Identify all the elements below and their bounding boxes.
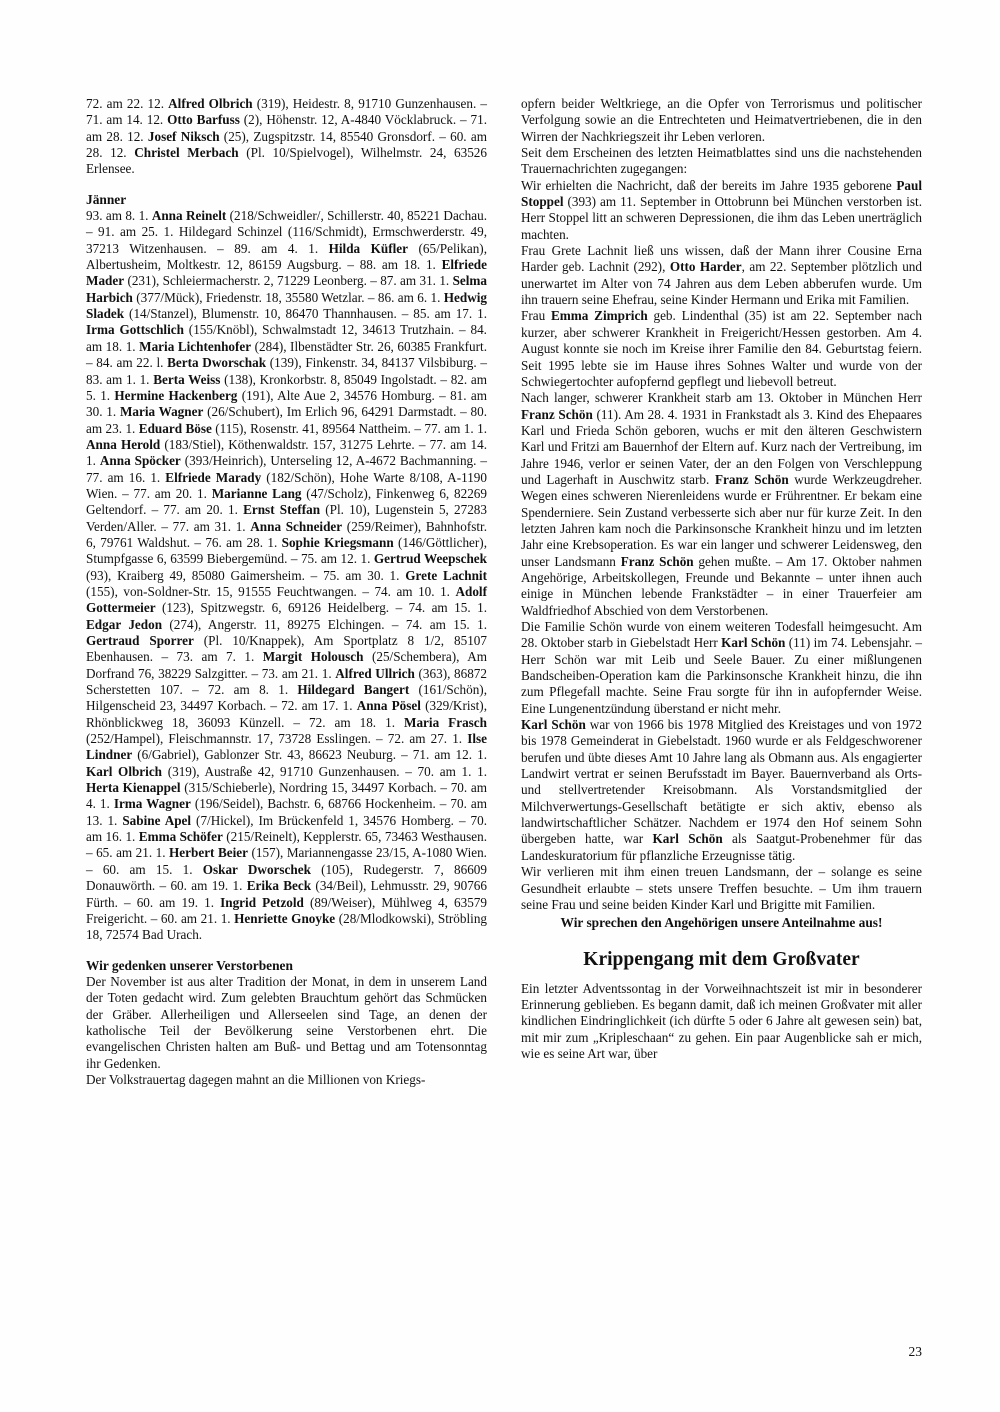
article-body: Ein letzter Adventssontag in der Vorweihnachtszeit ist mir in besonderer Erinnerung geblieben. Es begann damit, daß ich meinen Großvater mit aller kindlichen Eindringlichkeit (ich dürfte 5 oder 6 Jahre alt gewesen sein) bat, mit mir zum „Kripleschaan“ zu gehen. Ein paar Augenblicke sah er mich, wie es seine Art war, über [521, 980, 922, 1061]
obituary-harder: Frau Grete Lachnit ließ uns wissen, daß der Mann ihrer Cousine Erna Harder geb. Lachnit (292), Otto Harder, am 22. September plötzlich und unerwartet im Alter von 74 Jahren aus dem Leben abberufen wurde. Um ihn trauern seine Ehefrau, seine Kinder Hermann und Erika mit Familien. [521, 243, 922, 308]
obituary-intro: Seit dem Erscheinen des letzten Heimatblattes sind uns die nachstehenden Trauernachrichten zugegangen: [521, 145, 922, 177]
memorial-paragraph-1: Der November ist aus alter Tradition der Monat, in dem in unserem Land der Toten gedacht wird. Zum gelebten Brauchtum gehört das Schmücken der Gräber. Allerheiligen und Allerseelen sind Tage, an denen der katholische Teil der Bevölkerung seine Verstorbenen ehrt. Die evangelischen Christen halten am Buß- und Bettag und am Totensonntag ihr Gedenken. [86, 973, 487, 1071]
obituary-karl-schoen: Die Familie Schön wurde von einem weiteren Todesfall heimgesucht. Am 28. Oktober starb in Giebelstadt Herr Karl Schön (11) im 74. Lebensjahr. – Herr Schön war mit Leib und Seele Bauer. Zu einer mißlungenen Bandscheiben-Operation kam die Parkinsonsche Krankheit hinzu, die ihn zum Pflegefall machte. Seine Frau sorgte für ihn in aufopfernder Weise. Eine Lungenentzündung überstand er nicht mehr. [521, 619, 922, 716]
obituary-stoppel: Wir erhielten die Nachricht, daß der bereits im Jahre 1935 geborene Paul Stoppel (393) am 11. September in Ottobrunn bei München verstorben ist. Herr Stoppel litt an schweren Depressionen, die ihm das Leben unerträglich machten. [521, 177, 922, 242]
left-column [86, 96, 487, 1088]
obituary-zimprich: Frau Emma Zimprich geb. Lindenthal (35) ist am 22. September nach kurzer, aber schwerer Krankheit in Freigericht/Hessen gestorben. Am 4. August konnte sie noch im Kreise ihrer Familie den 84. Geburtstag feiern. Seit 1995 lebte sie im Hause ihres Sohnes Walter und wurde von der Schwiegertochter aufopfernd gepflegt und liebevoll betreut. [521, 308, 922, 389]
article-title: Krippengang mit dem Großvater [583, 948, 860, 970]
month-heading-jaenner: Jänner [86, 191, 127, 207]
memorial-heading: Wir gedenken unserer Verstorbenen [86, 957, 293, 973]
right-continuation-paragraph: opfern beider Weltkriege, an die Opfer von Terrorismus und politischer Verfolgung sowie an die Entrechteten und Heimatvertriebenen, die in den Wirren der Nachkriegszeit ihr Leben verloren. [521, 96, 922, 144]
memorial-paragraph-2: Der Volkstrauertag dagegen mahnt an die Millionen von Kriegs- [86, 1071, 426, 1087]
obituary-karl-schoen-career: Karl Schön war von 1966 bis 1978 Mitglied des Kreistages und von 1972 bis 1978 Gemeinderat in Giebelstadt. 1960 wurde er als Feldgeschworener berufen und übte dieses Amt 10 Jahre lang als Obmann aus. Als engagierter Landwirt vertrat er seinen Berufsstadt im Bayer. Bauernverband als Orts- und stellvertretender Kreisobmann. Als Vorstandsmitglied der Milchverwertungs-Gesellschaft betätigte er sich aktiv, ebenso als landwirtschaftlicher Schätzer. Nachdem er 1974 den Hof seinem Sohn übergeben hatte, war Karl Schön als Saatgut-Probenehmer für das Landeskuratorium für pflanzliche Erzeugnisse tätig. [521, 717, 922, 863]
obituary-karl-schoen-closing: Wir verlieren mit ihm einen treuen Landsmann, der – solange es seine Gesundheit erlaubte – stets unsere Treffen besuchte. – Um ihm trauern seine Frau und seine beiden Kinder Karl und Brigitte mit Familien. [521, 864, 922, 912]
birthday-list-january: 93. am 8. 1. Anna Reinelt (218/Schweidler/, Schillerstr. 40, 85221 Dachau. – 91. am 25. 1. Hildegard Schinzel (116/Schmidt), Ermschwerderstr. 49, 37213 Witzenhausen. – 89. am 4. 1. Hilda Küfler (65/Pelikan), Albertusheim, Moltkestr. 12, 86159 Augsburg. – 88. am 18. 1. Elfriede Mader (231), Schleiermacherstr. 2, 71229 Leonberg. – 87. am 31. 1. Selma Harbich (377/Mück), Friedenstr. 18, 35580 Wetzlar. – 86. am 6. 1. Hedwig Sladek (14/Stanzel), Blumenstr. 10, 86470 Thannhausen. – 85. am 17. 1. Irma Gottschlich (155/Knöbl), Schwalmstadt 12, 34613 Trutzhain. – 84. am 18. 1. Maria Lichtenhofer (284), Ilbenstädter Str. 26, 60385 Frankfurt. – 84. am 22. l. Berta Dworschak (139), Finkenstr. 34, 84137 Vilsbiburg. – 83. am 1. 1. Berta Weiss (138), Kronkorbstr. 8, 85049 Ingolstadt. – 82. am 5. 1. Hermine Hackenberg (191), Alte Aue 2, 34576 Homburg. – 81. am 30. 1. Maria Wagner (26/Schubert), Im Erlich 96, 64291 Darmstadt. – 80. am 23. 1. Eduard Böse (115), Rosenstr. 41, 89564 Nattheim. – 77. am 1. 1. Anna Herold (183/Stiel), Köthenwaldstr. 157, 31275 Lehrte. – 77. am 14. 1. Anna Spöcker (393/Heinrich), Unterseling 12, A-4672 Bachmanning. – 77. am 16. 1. Elfriede Marady (182/Schön), Hohe Warte 8/108, A-1190 Wien. – 77. am 20. 1. Marianne Lang (47/Scholz), Finkenweg 6, 82269 Geltendorf. – 77. am 20. 1. Ernst Steffan (Pl. 10), Lugenstein 5, 27283 Verden/Aller. – 77. am 31. 1. Anna Schneider (259/Reimer), Bahnhofstr. 6, 79761 Waldshut. – 76. am 28. 1. Sophie Kriegsmann (146/Göttlicher), Stumpfgasse 6, 63599 Biebergemünd. – 75. am 12. 1. Gertrud Weepschek (93), Kraiberg 49, 85080 Gaimersheim. – 75. am 30. 1. Grete Lachnit (155), von-Soldner-Str. 15, 91555 Feuchtwangen. – 74. am 10. 1. Adolf Gottermeier (123), Spitzwegstr. 6, 69126 Heidelberg. – 74. am 15. 1. Edgar Jedon (274), Angerstr. 11, 89275 Elchingen. – 74. am 15. 1. Gertraud Sporrer (Pl. 10/Knappek), Am Sportplatz 8 1/2, 85107 Ebenhausen. – 73. am 7. 1. Margit Holousch (25/Schembera), Am Dorfrand 76, 38229 Salzgitter. – 73. am 21. 1. Alfred Ullrich (363), 86872 Scherstetten 107. – 72. am 8. 1. Hildegard Bangert (161/Schön), Hilgenscheid 23, 34497 Korbach. – 72. am 17. 1. Anna Pösel (329/Krist), Rhönblickweg 18, 36093 Künzell. – 72. am 18. 1. Maria Frasch (252/Hampel), Fleischmannstr. 17, 73728 Esslingen. – 72. am 27. 1. Ilse Lindner (6/Gabriel), Gablonzer Str. 43, 86623 Neuburg. – 71. am 12. 1. Karl Olbrich (319), Austraße 42, 91710 Gunzenhausen. – 70. am 1. 1. Herta Kienappel (315/Schieberle), Nordring 15, 34497 Korbach. – 70. am 4. 1. Irma Wagner (196/Seidel), Bachstr. 6, 68766 Hockenheim. – 70. am 13. 1. Sabine Apel (7/Hickel), Im Brückenfeld 1, 34576 Homberg. – 70. am 16. 1. Emma Schöfer (215/Reinelt), Kepplerstr. 65, 73463 Westhausen. – 65. am 21. 1. Herbert Beier (157), Mariannengasse 23/15, A-1080 Wien. – 60. am 15. 1. Oskar Dworschek (105), Rudegerstr. 7, 86609 Donauwörth. – 60. am 19. 1. Erika Beck (34/Beil), Lehmusstr. 29, 90766 Fürth. – 60. am 19. 1. Ingrid Petzold (89/Weiser), Mühlweg 4, 63579 Freigericht. – 60. am 21. 1. Henriette Gnoyke (28/Mlodkowski), Ströbling 18, 72574 Bad Urach. [86, 208, 488, 943]
two-column-layout [86, 96, 922, 1088]
left-opening-paragraph: 72. am 22. 12. Alfred Olbrich (319), Heidestr. 8, 91710 Gunzenhausen. – 71. am 14. 12. Otto Barfuss (2), Höhenstr. 12, A-4840 Vöcklabruck. – 71. am 28. 12. Josef Niksch (25), Zugspitzstr. 14, 85540 Gronsdorf. – 60. am 28. 12. Christel Merbach (Pl. 10/Spielvogel), Wilhelmstr. 24, 63526 Erlensee. [86, 96, 487, 177]
page-number: 23 [908, 1344, 922, 1359]
right-column [521, 96, 922, 1062]
obituary-franz-schoen: Nach langer, schwerer Krankheit starb am 13. Oktober in München Herr Franz Schön (11). Am 28. 4. 1931 in Frankstadt als 3. Kind des Ehepaares Karl und Frieda Schön geboren, wuchs er mit den älteren Geschwistern Karl und Fritzi am Bauernhof der Eltern auf. Kurz nach der Vertreibung, im Jahre 1946, verlor er seinen Vater, der an den Folgen von Verschleppung und Lagerhaft in Auschwitz starb. Franz Schön wurde Werkzeugdreher. Wegen eines schweren Nierenleidens wurde er Frührentner. Er bekam eine Spenderniere. Sein Zustand verbesserte sich aber nur für kurze Zeit. In den letzten Jahren kam noch die Parkinsonsche Krankheit hinzu und im letzten Jahr eine Krebsoperation. Es war ein langer und schwerer Leidensweg, den unser Landsmann Franz Schön gehen mußte. – Am 17. Oktober nahmen Angehörige, Arbeitskollegen, Freunde und Bekannte – unter ihnen auch einige in München lebende Frankstädter – in einer Trauerfeier am Waldfriedhof Abschied von dem Verstorbenen. [521, 390, 923, 618]
condolence-line: Wir sprechen den Angehörigen unsere Anteilnahme aus! [560, 915, 883, 931]
